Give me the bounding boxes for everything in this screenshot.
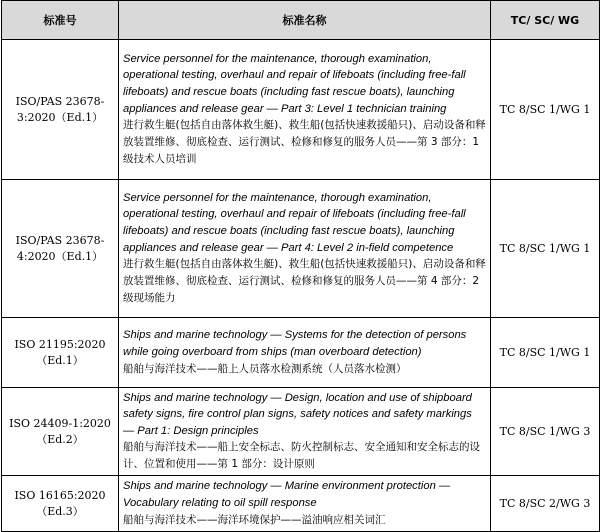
standard-title-english: Service personnel for the maintenance, thorough examination, operational testing, overhaul and repair of lifeboats (including free-fall lifeboats) and rescue boats (including fast rescue boats), launching appliances and release gear — Part 4: Level 2 in-field competence [123, 191, 466, 254]
committee-cell: TC 8/SC 1/WG 3 [491, 388, 600, 476]
standard-title-chinese: 船舶与海洋技术——船上安全标志、防火控制标志、安全通知和安全标志的设计、位置和使用——第 1 部分：设计原则 [123, 441, 480, 471]
table-row [2, 180, 600, 318]
header-standard-number: 标准号 [2, 1, 119, 40]
standard-number-cell [2, 476, 119, 532]
standard-name-cell [119, 318, 491, 388]
table-row [2, 318, 600, 388]
committee-cell: TC 8/SC 1/WG 1 [491, 180, 600, 318]
standard-name-cell [119, 180, 491, 318]
committee-cell: TC 8/SC 1/WG 1 [491, 318, 600, 388]
committee-cell: TC 8/SC 2/WG 3 [491, 476, 600, 532]
table-header-row [2, 1, 600, 40]
standard-title-chinese: 进行救生艇(包括自由落体救生艇)、救生船(包括快速救援船只)、启动设备和释放装置维修、彻底检查、运行测试、检修和修复的服务人员——第 4 部分：2 级现场能力 [123, 258, 486, 305]
standard-number-cell [2, 388, 119, 476]
standard-number-line: ISO 16165:2020 [14, 488, 106, 502]
standard-number-line: （Ed.1） [36, 353, 84, 367]
standard-number-cell [2, 180, 119, 318]
standard-number-line: 4:2020（Ed.1） [16, 249, 104, 263]
table-row [2, 388, 600, 476]
table-row [2, 476, 600, 532]
standard-name-cell [119, 388, 491, 476]
standard-title-english: Ships and marine technology — Design, location and use of shipboard safety signs, fire control plan signs, safety notices and safety markings — Part 1: Design principles [123, 391, 472, 437]
standards-table [1, 0, 600, 532]
standard-number-cell [2, 40, 119, 180]
standard-title-chinese: 船舶与海洋技术——海洋环境保护——溢油响应相关词汇 [123, 513, 386, 526]
standard-title-chinese: 船舶与海洋技术——船上人员落水检测系统（人员落水检测） [123, 362, 407, 375]
standard-number-cell [2, 318, 119, 388]
standard-title-chinese: 进行救生艇(包括自由落体救生艇)、救生船(包括快速救援船只)、启动设备和释放装置维修、彻底检查、运行测试、检修和修复的服务人员——第 3 部分：1 级技术人员培训 [123, 119, 486, 166]
standard-number-line: ISO 24409-1:2020 [9, 416, 111, 430]
standard-number-line: ISO 21195:2020 [14, 337, 106, 351]
standard-name-cell [119, 476, 491, 532]
standard-number-line: （Ed.2） [36, 432, 84, 446]
committee-cell: TC 8/SC 1/WG 1 [491, 40, 600, 180]
standard-number-line: ISO/PAS 23678- [15, 94, 105, 108]
table-row [2, 40, 600, 180]
standard-number-line: ISO/PAS 23678- [15, 233, 105, 247]
standard-number-line: （Ed.3） [36, 504, 84, 518]
standard-title-english: Ships and marine technology — Systems for the detection of persons while going overboard from ships (man overboard detection) [123, 329, 467, 358]
header-committee: TC/ SC/ WG [491, 1, 600, 40]
standard-title-english: Service personnel for the maintenance, thorough examination, operational testing, overhaul and repair of lifeboats (including free-fall lifeboats) and rescue boats (including fast rescue boats), launching appliances and release gear — Part 3: Level 1 technician training [123, 52, 466, 115]
standard-title-english: Ships and marine technology — Marine environment protection — Vocabulary relating to oil spill response [123, 480, 451, 509]
header-standard-name: 标准名称 [119, 1, 491, 40]
standard-name-cell [119, 40, 491, 180]
standard-number-line: 3:2020（Ed.1） [16, 110, 104, 124]
